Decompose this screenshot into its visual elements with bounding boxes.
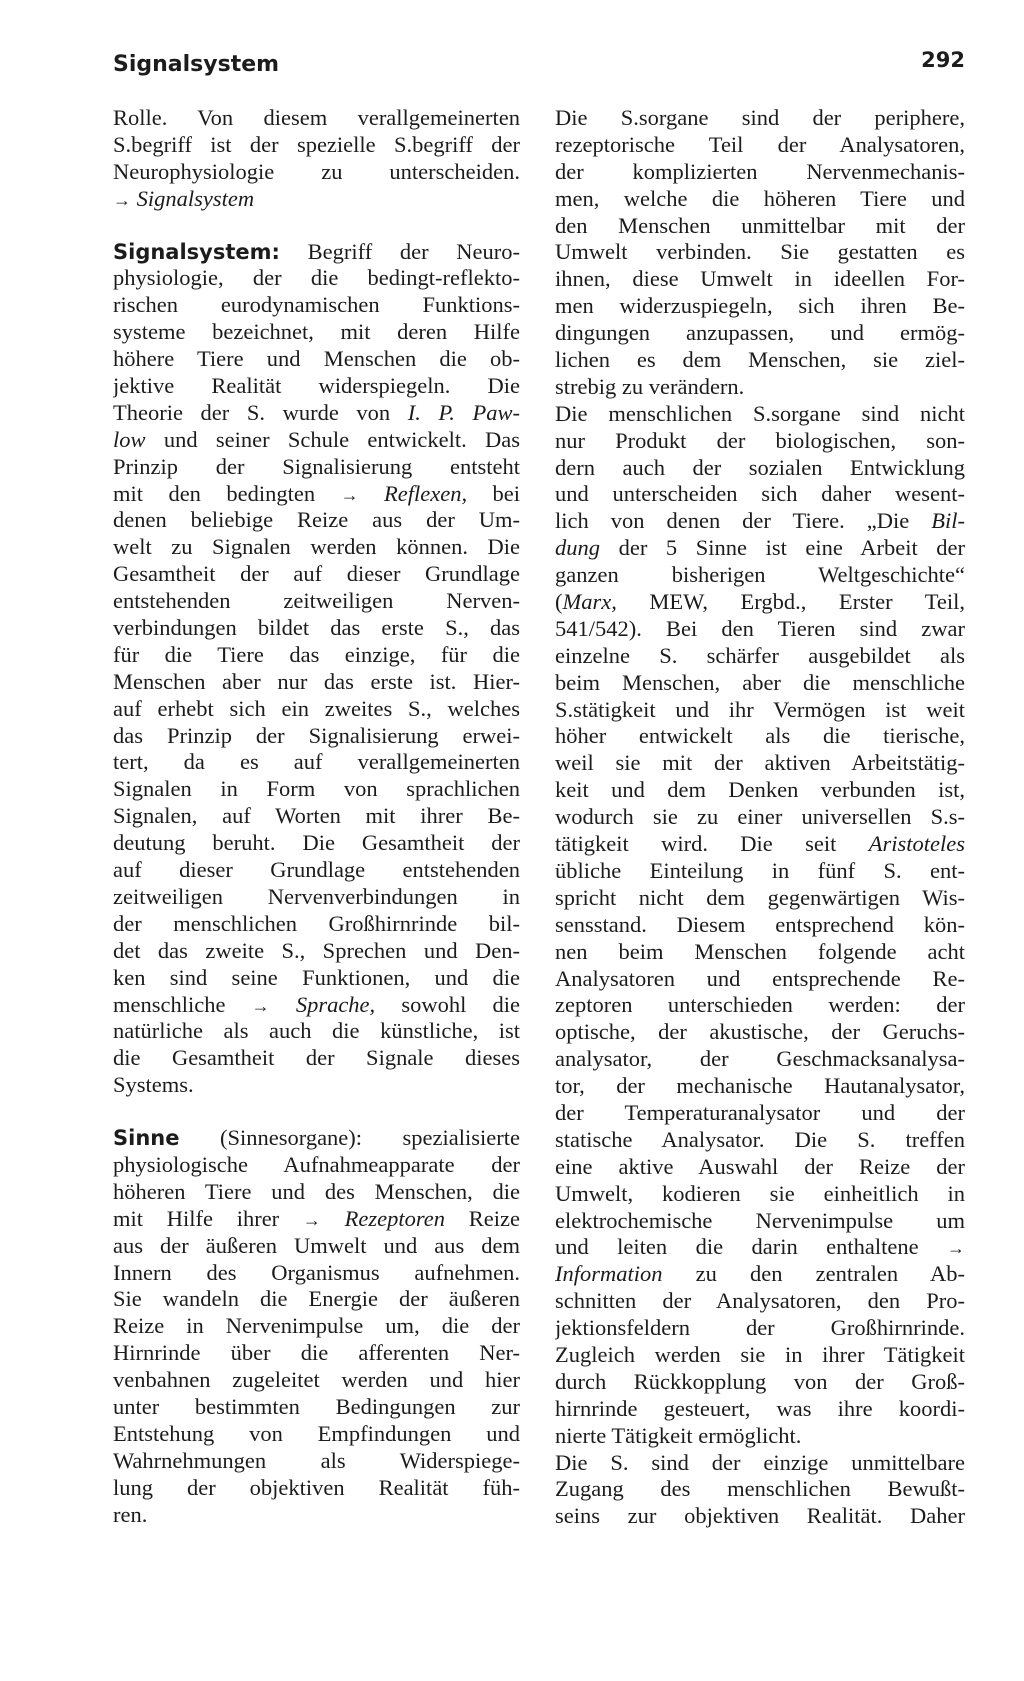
text-line: höhere Tiere und Menschen die ob- [113,346,520,372]
author-pawlow-cont: low [113,426,146,452]
text-line: Signalen in Form von sprachlichen [113,776,520,802]
text-line: Umwelt verbinden. Sie gestatten es [555,239,965,265]
text-line: mit Hilfe ihrer → Rezeptoren Reize [113,1205,520,1231]
headword-sinne: Sinne [113,1126,180,1151]
text-line: beim Menschen, aber die menschliche [555,669,965,695]
text-line: tert, da es auf verallgemeinerten [113,749,520,775]
text-line: Hirnrinde über die afferenten Ner- [113,1340,520,1366]
text-line: Neurophysiologie zu unterscheiden. [113,158,520,184]
text-line: lich von denen der Tiere. „Die Bil- [555,508,965,534]
cross-reference-sprache[interactable]: Sprache, [295,991,376,1017]
text-line: Analysatoren und entsprechende Re- [555,965,965,991]
quote-bildung: Bil- [931,508,965,534]
text-line: ken sind seine Funktionen, und die [113,964,520,990]
text-line: seins zur objektiven Realität. Daher [555,1503,965,1529]
text-line: systeme bezeichnet, mit deren Hilfe [113,319,520,345]
text-line: Prinzip der Signalisierung entsteht [113,453,520,479]
text-line: dern auch der sozialen Entwicklung [555,454,965,480]
text-line: weil sie mit der aktiven Arbeitstätig- [555,750,965,776]
text-line: zeptoren unterschieden werden: der [555,992,965,1018]
text-line: (Marx, MEW, Ergbd., Erster Teil, [555,589,965,615]
text-line: det das zweite S., Sprechen und Den- [113,937,520,963]
text-line: rischen eurodynamischen Funktions- [113,292,520,318]
text-line: eine aktive Auswahl der Reize der [555,1153,965,1179]
text-line: höher entwickelt als die tierische, [555,723,965,749]
entry-sinne [113,1125,520,1528]
text-line: jektive Realität widerspiegeln. Die [113,373,520,399]
text-line: Gesamtheit der auf dieser Grundlage [113,561,520,587]
text-line: hirnrinde gesteuert, was ihre koordi- [555,1395,965,1421]
text-line: Sinne (Sinnesorgane): spezialisierte [113,1125,520,1151]
cross-reference-reflexen[interactable]: Reflexen, [384,480,468,506]
running-head [113,48,965,92]
text-line: der Temperaturanalysator und der [555,1099,965,1125]
text-line: den Menschen unmittelbar mit der [555,212,965,238]
text-line: deutung beruht. Die Gesamtheit der [113,830,520,856]
text-line: Signalen, auf Worten mit ihrer Be- [113,803,520,829]
text-line: übliche Einteilung in fünf S. ent- [555,857,965,883]
text-line: für die Tiere das einzige, für die [113,641,520,667]
text-line: Entstehung von Empfindungen und [113,1420,520,1446]
cross-reference-signalsystem[interactable]: Signalsystem [136,185,255,211]
text-line: analysator, der Geschmacksanalysa- [555,1046,965,1072]
text-line: dingungen anzupassen, und ermög- [555,320,965,346]
text-line: höheren Tiere und des Menschen, die [113,1178,520,1204]
author-pawlow: I. P. Paw- [407,399,520,425]
text-line: sensstand. Diesem entsprechend kön- [555,911,965,937]
text-line: auf dieser Grundlage entstehenden [113,857,520,883]
text-line: Systems. [113,1072,194,1098]
text-line: Die menschlichen S.sorgane sind nicht [555,400,965,426]
text-line: Reize in Nervenimpulse um, die der [113,1313,520,1339]
text-line: Information zu den zentralen Ab- [555,1261,965,1287]
text-line: menschliche → Sprache, sowohl die [113,991,520,1017]
continuation-paragraph [113,105,520,213]
text-line: Wahrnehmungen als Widerspiege- [113,1447,520,1473]
text-line: zeitweiligen Nervenverbindungen in [113,883,520,909]
text-line: Rolle. Von diesem verallgemeinerten [113,105,520,130]
text-line: 541/542). Bei den Tieren sind zwar [555,615,965,641]
text-line: S.stätigkeit und ihr Vermögen ist weit [555,696,965,722]
text-line: auf erhebt sich ein zweites S., welches [113,695,520,721]
page-number: 292 [921,48,965,72]
cross-reference-rezeptoren[interactable]: Rezeptoren [344,1205,446,1231]
text-line: Signalsystem: Begriff der Neuro- [113,238,520,264]
text-line: ren. [113,1501,148,1527]
text-line: entstehenden zeitweiligen Nerven- [113,588,520,614]
text-line: low und seiner Schule entwickelt. Das [113,426,520,452]
text-line: statische Analysator. Die S. treffen [555,1126,965,1152]
text-line: die Gesamtheit der Signale dieses [113,1045,520,1071]
text-line: Die S.sorgane sind der periphere, [555,105,965,130]
text-line: dung der 5 Sinne ist eine Arbeit der [555,535,965,561]
text-line: Theorie der S. wurde von I. P. Paw- [113,399,520,425]
cross-reference-arrow-icon: → [947,1238,965,1259]
text-line: denen beliebige Reize aus der Um- [113,507,520,533]
text-line: ganzen bisherigen Weltgeschichte“ [555,562,965,588]
entry-signalsystem [113,239,520,1100]
right-column [555,105,965,1530]
text-line: Sie wandeln die Energie der äußeren [113,1286,520,1312]
quote-bildung-cont: dung [555,535,600,561]
text-line: elektrochemische Nervenimpulse um [555,1207,965,1233]
text-line: Zugang des menschlichen Bewußt- [555,1476,965,1502]
text-line: Umwelt, kodieren sie einheitlich in [555,1180,965,1206]
text-line: optische, der akustische, der Geruchs- [555,1019,965,1045]
cross-reference-arrow-icon: → [113,189,131,210]
text-line: welt zu Signalen werden können. Die [113,534,520,560]
text-line: lung der objektiven Realität füh- [113,1474,520,1500]
text-line [113,186,520,213]
text-line: schnitten der Analysatoren, den Pro- [555,1288,965,1314]
text-line: keit und dem Denken verbunden ist, [555,777,965,803]
text-line: jektionsfeldern der Großhirnrinde. [555,1315,965,1341]
cross-reference-arrow-icon: → [340,484,359,505]
cross-reference-information[interactable]: Information [555,1261,663,1287]
author-marx: Marx, [562,589,617,615]
text-line: spricht nicht dem gegenwärtigen Wis- [555,884,965,910]
text-line: rezeptorische Teil der Analysatoren, [555,131,965,157]
text-line: tor, der mechanische Hautanalysator, [555,1073,965,1099]
text-line: einzelne S. schärfer ausgebildet als [555,642,965,668]
text-line: nierte Tätigkeit ermöglicht. [555,1422,802,1448]
text-line: men, welche die höheren Tiere und [555,185,965,211]
running-head-title: Signalsystem [113,52,280,77]
text-line: durch Rückkopplung von der Groß- [555,1368,965,1394]
text-line: physiologie, der die bedingt-reflekto- [113,265,520,291]
text-line: strebig zu verändern. [555,373,745,399]
text-line: unter bestimmten Bedingungen zur [113,1393,520,1419]
text-line: Innern des Organismus aufnehmen. [113,1259,520,1285]
text-line: men widerzuspiegeln, sich ihren Be- [555,293,965,319]
text-line: lichen es dem Menschen, sie ziel- [555,347,965,373]
text-line: physiologische Aufnahmeapparate der [113,1151,520,1177]
cross-reference-arrow-icon: → [251,995,270,1016]
text-line: nur Produkt der biologischen, son- [555,427,965,453]
text-line: mit den bedingten → Reflexen, bei [113,480,520,506]
text-line: venbahnen zugeleitet werden und hier [113,1367,520,1393]
text-line: aus der äußeren Umwelt und aus dem [113,1232,520,1258]
text-line: wodurch sie zu einer universellen S.s- [555,804,965,830]
text-line: S.begriff ist der spezielle S.begriff der [113,131,520,157]
text-line: und unterscheiden sich daher wesent- [555,481,965,507]
text-line: das Prinzip der Signalisierung erwei- [113,722,520,748]
left-column [113,105,520,1528]
text-line: der komplizierten Nervenmechanis- [555,158,965,184]
text-line: tätigkeit wird. Die seit Aristoteles [555,831,965,857]
text-line: und leiten die darin enthaltene → [555,1234,965,1260]
text-line: ihnen, diese Umwelt in ideellen For- [555,266,965,292]
text-line: Zugleich werden sie in ihrer Tätigkeit [555,1341,965,1367]
cross-reference-arrow-icon: → [302,1209,321,1230]
author-aristoteles: Aristoteles [868,831,965,857]
headword-signalsystem: Signalsystem: [113,239,280,264]
text-line: der menschlichen Großhirnrinde bil- [113,910,520,936]
text-line: nen beim Menschen folgende acht [555,938,965,964]
text-line: Menschen aber nur das erste ist. Hier- [113,668,520,694]
text-line: natürliche als auch die künstliche, ist [113,1018,520,1044]
text-line: verbindungen bildet das erste S., das [113,615,520,641]
text-line: Die S. sind der einzige unmittelbare [555,1449,965,1475]
